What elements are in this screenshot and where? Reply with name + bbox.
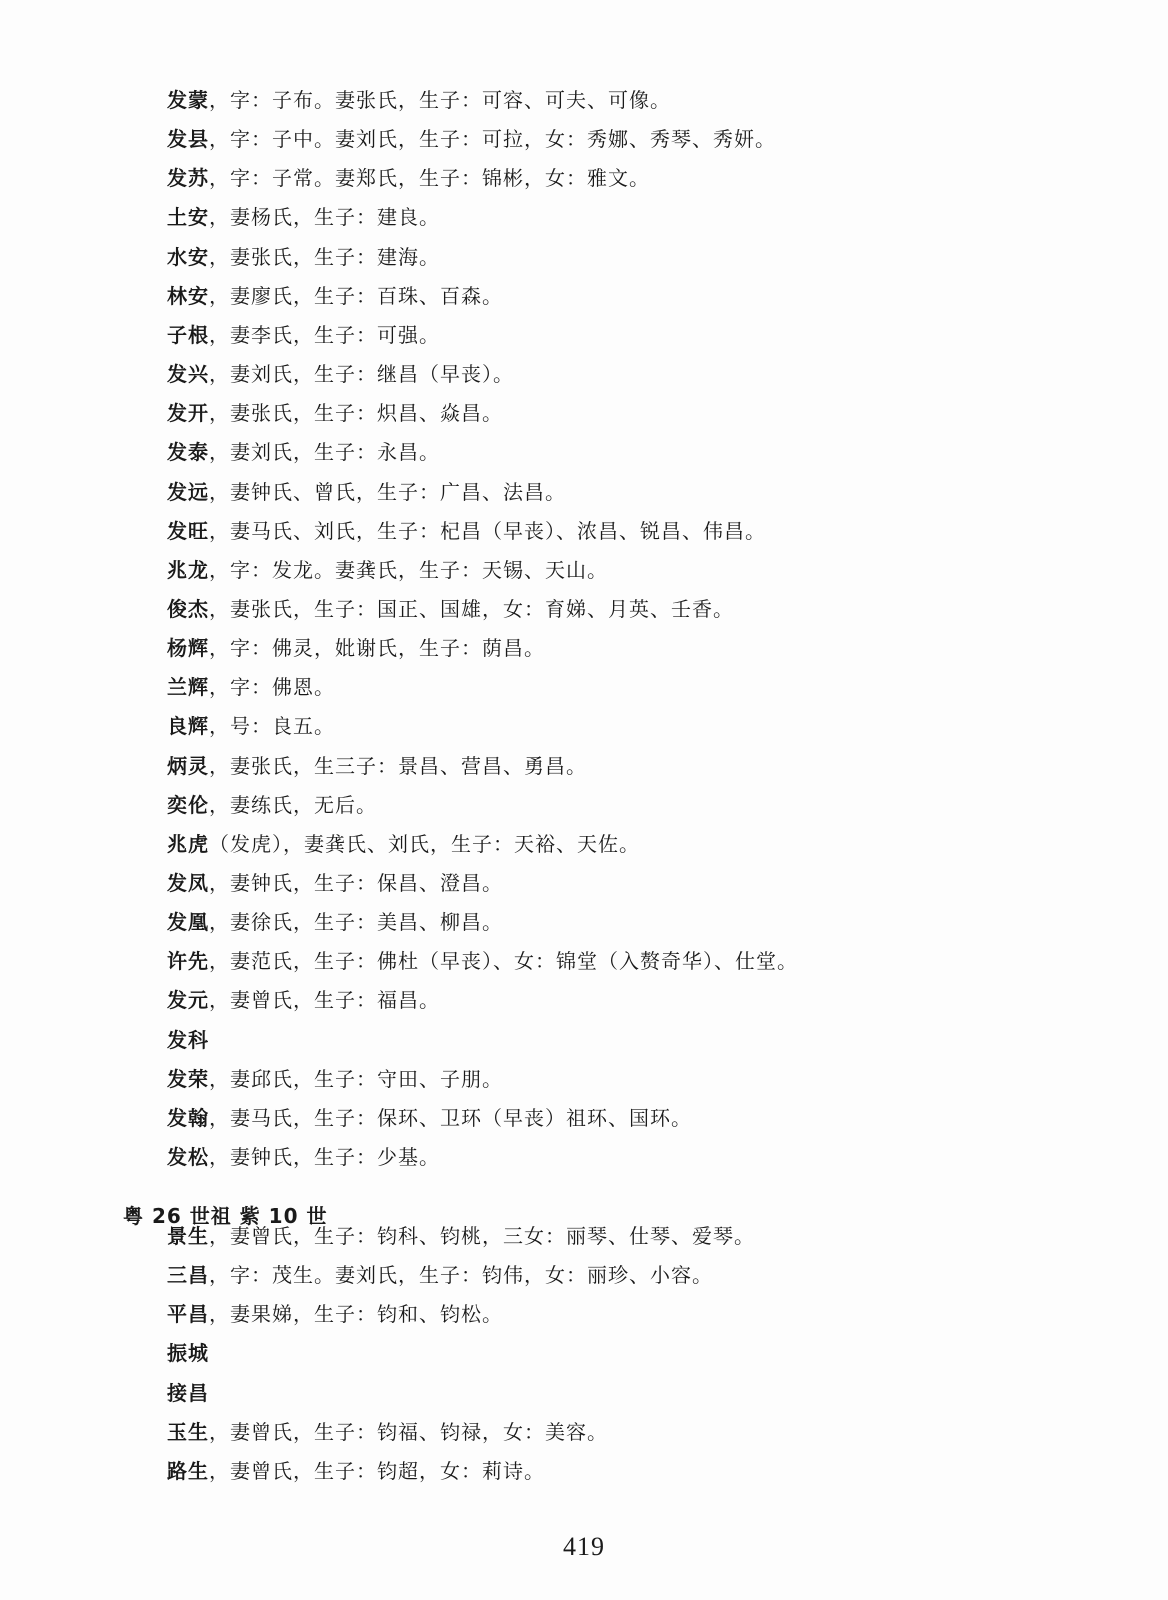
entry-text: ，妻徐氏，生子：美昌、柳昌。 — [209, 910, 503, 935]
genealogy-entry — [167, 119, 776, 159]
entry-text: ，妻曾氏，生子：钧超，女：莉诗。 — [209, 1458, 545, 1483]
entry-text: ，妻廖氏，生子：百珠、百森。 — [209, 283, 503, 308]
entry-text: ，字：发龙。妻龚氏，生子：天锡、天山。 — [209, 557, 608, 582]
entry-name: 发泰 — [167, 440, 209, 465]
genealogy-entry — [167, 80, 671, 120]
entry-name: 土安 — [167, 205, 209, 230]
entry-text: ，妻马氏、刘氏，生子：杞昌（早丧）、浓昌、锐昌、伟昌。 — [209, 518, 766, 543]
entry-text: ，字：子常。妻郑氏，生子：锦彬，女：雅文。 — [209, 166, 650, 191]
genealogy-entry — [167, 432, 440, 472]
entry-name: 林安 — [167, 283, 209, 308]
entry-text: ，妻曾氏，生子：钧福、钧禄，女：美容。 — [209, 1419, 608, 1444]
entry-name: 兰辉 — [167, 675, 209, 700]
entry-text: ，妻张氏，生子：炽昌、焱昌。 — [209, 401, 503, 426]
genealogy-entry — [167, 667, 335, 707]
genealogy-entry — [167, 1294, 503, 1334]
genealogy-entry — [167, 941, 798, 981]
section-heading: 粤 26 世祖 紫 10 世 — [123, 1204, 328, 1228]
entry-name: 玉生 — [167, 1419, 209, 1444]
genealogy-entry — [167, 824, 640, 864]
genealogy-entry — [167, 1059, 503, 1099]
entry-name: 发开 — [167, 401, 209, 426]
entry-name: 发元 — [167, 988, 209, 1013]
entry-name: 发蒙 — [167, 88, 209, 112]
entry-text: ，妻曾氏，生子：福昌。 — [209, 988, 440, 1013]
entry-name: 子根 — [167, 322, 209, 347]
entry-name: 发荣 — [167, 1066, 209, 1091]
entry-name: 水安 — [167, 244, 209, 269]
entry-name: 发松 — [167, 1145, 209, 1170]
entry-text: ，字：佛恩。 — [209, 675, 335, 700]
entry-text: ，妻邱氏，生子：守田、子朋。 — [209, 1066, 503, 1091]
entry-name: 发旺 — [167, 518, 209, 543]
entry-name: 良辉 — [167, 714, 209, 739]
entry-name: 发远 — [167, 479, 209, 504]
entry-name: 俊杰 — [167, 596, 209, 621]
entry-name: 奕伦 — [167, 792, 209, 817]
genealogy-entry — [167, 1020, 209, 1060]
entry-name: 平昌 — [167, 1302, 209, 1327]
entry-name: 接昌 — [167, 1380, 209, 1405]
genealogy-entry — [167, 1412, 608, 1452]
entry-name: 路生 — [167, 1458, 209, 1483]
genealogy-entry — [167, 863, 503, 903]
genealogy-entry — [167, 1333, 209, 1373]
entry-text: ，妻钟氏，生子：少基。 — [209, 1145, 440, 1170]
genealogy-entry — [167, 197, 440, 237]
entry-name: 发兴 — [167, 362, 209, 387]
entry-text: ，妻马氏，生子：保环、卫环（早丧）祖环、国环。 — [209, 1105, 692, 1130]
genealogy-entry — [167, 1255, 713, 1295]
entry-text: ，妻张氏，生三子：景昌、营昌、勇昌。 — [209, 753, 587, 778]
genealogy-entry — [167, 746, 587, 786]
entry-text: ，妻钟氏、曾氏，生子：广昌、法昌。 — [209, 479, 566, 504]
entry-text: （发虎），妻龚氏、刘氏，生子：天裕、天佐。 — [209, 831, 640, 856]
entry-text: ，妻曾氏，生子：钧科、钧桃，三女：丽琴、仕琴、爱琴。 — [209, 1224, 755, 1248]
genealogy-entry — [167, 628, 545, 668]
genealogy-entry — [167, 393, 503, 433]
entry-text: ，妻刘氏，生子：永昌。 — [209, 440, 440, 465]
genealogy-entry — [167, 706, 335, 746]
genealogy-entry — [167, 1137, 440, 1177]
entry-text: ，妻张氏，生子：国正、国雄，女：育娣、月英、壬香。 — [209, 596, 734, 621]
entry-text: ，妻张氏，生子：建海。 — [209, 244, 440, 269]
entry-name: 杨辉 — [167, 636, 209, 661]
entry-text: ，字：茂生。妻刘氏，生子：钧伟，女：丽珍、小容。 — [209, 1263, 713, 1288]
entry-name: 振城 — [167, 1341, 209, 1366]
entry-name: 三昌 — [167, 1263, 209, 1288]
genealogy-entry — [167, 237, 440, 277]
genealogy-entry — [167, 1451, 545, 1491]
genealogy-entry — [167, 158, 650, 198]
genealogy-entry — [167, 511, 766, 551]
page-number: 419 — [563, 1532, 605, 1561]
genealogy-entry — [167, 315, 440, 355]
genealogy-entry — [167, 902, 503, 942]
entry-name: 许先 — [167, 949, 209, 974]
genealogy-entry — [167, 785, 377, 825]
entry-text: ，字：子布。妻张氏，生子：可容、可夫、可像。 — [209, 88, 671, 112]
genealogy-entry — [167, 472, 566, 512]
entry-name: 发翰 — [167, 1105, 209, 1130]
entry-text: ，妻刘氏，生子：继昌（早丧）。 — [209, 362, 514, 387]
entry-text: ，字：子中。妻刘氏，生子：可拉，女：秀娜、秀琴、秀妍。 — [209, 127, 776, 152]
genealogy-entry — [167, 550, 608, 590]
genealogy-entry — [167, 1216, 755, 1256]
genealogy-entry — [167, 980, 440, 1020]
entry-text: ，妻果娣，生子：钧和、钧松。 — [209, 1302, 503, 1327]
entry-text: ，妻练氏，无后。 — [209, 792, 377, 817]
genealogy-entry — [167, 589, 734, 629]
genealogy-entry — [167, 1373, 209, 1413]
entry-name: 发苏 — [167, 166, 209, 191]
entry-name: 发县 — [167, 127, 209, 152]
entry-text: ，妻钟氏，生子：保昌、澄昌。 — [209, 871, 503, 895]
genealogy-entry — [167, 354, 514, 394]
entry-name: 兆虎 — [167, 831, 209, 856]
entry-name: 炳灵 — [167, 753, 209, 778]
genealogy-entry — [167, 276, 503, 316]
entry-text: ，号：良五。 — [209, 714, 335, 739]
entry-text: ，妻范氏，生子：佛杜（早丧）、女：锦堂（入赘奇华）、仕堂。 — [209, 949, 798, 974]
entry-name: 兆龙 — [167, 557, 209, 582]
genealogy-entry — [167, 1098, 692, 1138]
entry-name: 景生 — [167, 1224, 209, 1248]
entry-text: ，妻李氏，生子：可强。 — [209, 322, 440, 347]
entry-text: ，妻杨氏，生子：建良。 — [209, 205, 440, 230]
entry-name: 发凰 — [167, 910, 209, 935]
entry-name: 发凤 — [167, 871, 209, 895]
entry-name: 发科 — [167, 1027, 209, 1052]
entry-text: ，字：佛灵，妣谢氏，生子：荫昌。 — [209, 636, 545, 661]
